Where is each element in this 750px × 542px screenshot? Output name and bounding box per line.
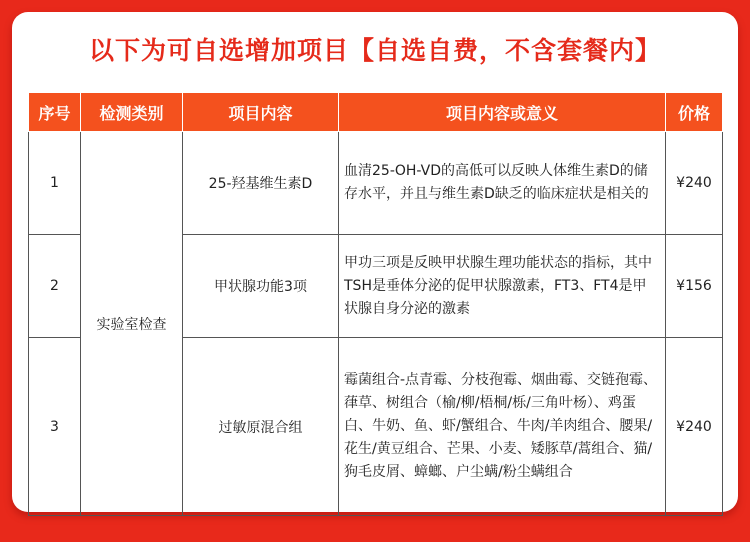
header-no: 序号 [29,93,81,132]
row-price: ¥156 [666,235,723,338]
row-no: 3 [29,338,81,516]
category-cell: 实验室检查 [81,132,183,516]
row-price: ¥240 [666,338,723,516]
row-item: 过敏原混合组 [183,338,339,516]
row-price: ¥240 [666,132,723,235]
row-description: 霉菌组合-点青霉、分枝孢霉、烟曲霉、交链孢霉、葎草、树组合（榆/柳/梧桐/栎/三角叶杨）、鸡蛋白、牛奶、鱼、虾/蟹组合、牛肉/羊肉组合、腰果/花生/黄豆组合、芒果、小麦、矮豚草/蒿组合、猫/狗毛皮屑、蟑螂、户尘螨/粉尘螨组合 [339,338,666,516]
row-description: 甲功三项是反映甲状腺生理功能状态的指标，其中TSH是垂体分泌的促甲状腺激素，FT3、FT4是甲状腺自身分泌的激素 [339,235,666,338]
row-item: 25-羟基维生素D [183,132,339,235]
header-price: 价格 [666,93,723,132]
page-title: 以下为可自选增加项目【自选自费，不含套餐内】 [88,36,661,65]
header-description: 项目内容或意义 [339,93,666,132]
row-no: 2 [29,235,81,338]
table-row [29,132,723,235]
optional-items-table [28,92,723,516]
row-description: 血清25-OH-VD的高低可以反映人体维生素D的储存水平，并且与维生素D缺乏的临床症状是相关的 [339,132,666,235]
header-item: 项目内容 [183,93,339,132]
header-category: 检测类别 [81,93,183,132]
row-no: 1 [29,132,81,235]
table-header-row [29,93,723,132]
row-item: 甲状腺功能3项 [183,235,339,338]
